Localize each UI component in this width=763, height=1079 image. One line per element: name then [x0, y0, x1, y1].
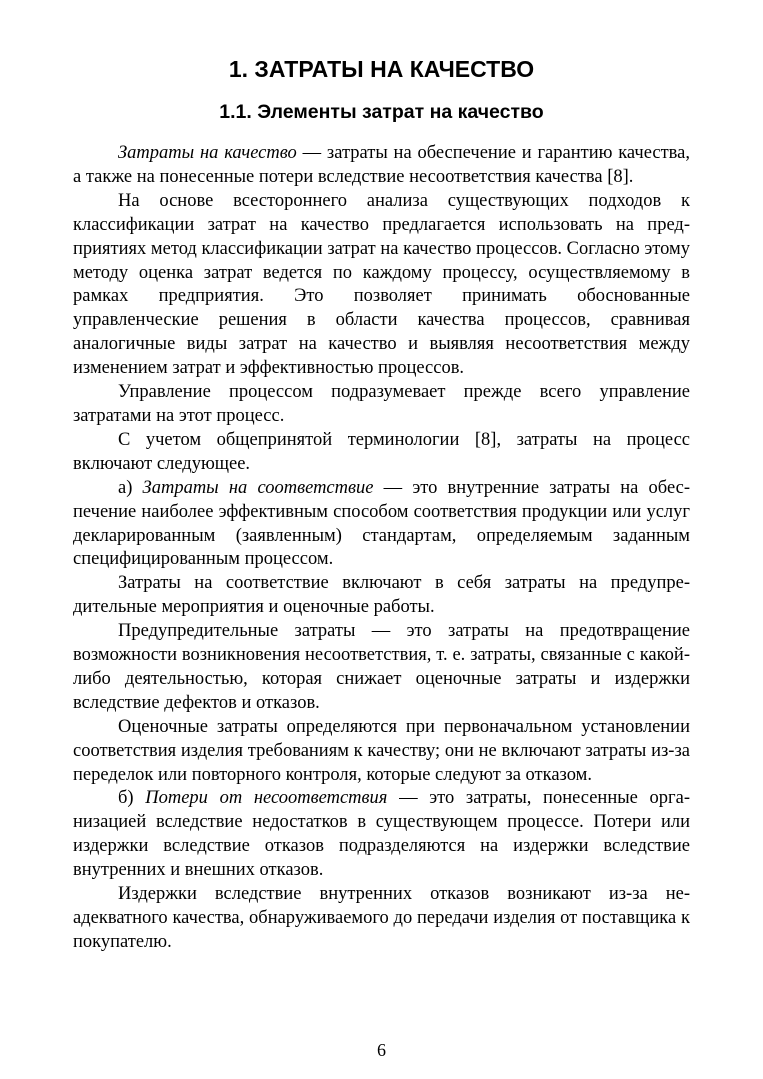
paragraph	[73, 572, 690, 620]
body-text	[73, 142, 690, 955]
paragraph-text: Предупредительные затраты — это затраты на предотвращение возможности возникновения несоответствия, т. е. затраты, связанные с какой-либо деятельностью, которая снижает оценочные затраты и издержки вследствие дефектов и отказов.	[73, 621, 690, 713]
paragraph	[73, 477, 690, 573]
page-number: 6	[377, 1040, 386, 1060]
paragraph-text: Оценочные затраты определяются при первоначальном установлении соответствия изделия требованиям к качеству; они не включают затраты из-за переделок или повторного контроля, которые следуют за отказом.	[73, 716, 690, 785]
paragraph-text: — это внутренние затраты на обеспечение наиболее эффективным способом соответствия продукции или услуг декларированным (заявленным) стандартам, определяемым заданным специфицированным процессом.	[73, 477, 691, 570]
term: Затраты на соответствие	[142, 477, 374, 498]
paragraph	[73, 142, 690, 190]
paragraph-text: На основе всестороннего анализа существующих подходов к классификации затрат на качество предлагается использовать на предприятиях метод классификации затрат на качество процессов. Согласно этому методу оценка затрат ведется по каждому процессу, осуществляемому в рамках предприятия. Это позволяет принимать обоснованные управленческие решения в области качества процессов, сравнивая аналогичные виды затрат на качество и выявляя несоответствия между изменением затрат и эффективностью процессов.	[73, 190, 690, 379]
paragraph	[73, 883, 690, 955]
paragraph-text: С учетом общепринятой терминологии [8], затраты на процесс включают следующее.	[73, 429, 690, 474]
term: Потери от несоответствия	[145, 788, 388, 809]
paragraph	[73, 716, 690, 788]
paragraph	[73, 620, 690, 716]
paragraph	[73, 787, 690, 883]
paragraph	[73, 190, 690, 381]
paragraph-text: Затраты на соответствие включают в себя затраты на предупредительные мероприятия и оценочные работы.	[73, 573, 690, 618]
term: Затраты на качество	[118, 143, 297, 163]
paragraph-text: — затраты на обеспечение и гарантию качества, а также на понесенные потери вследствие несоответствия качества [8].	[73, 143, 690, 187]
section-title: 1.1. Элементы затрат на качество	[219, 101, 544, 123]
paragraph-text: — это затраты, понесенные организацией вследствие недостатков в существующем процессе. Потери или издержки вследствие отказов подразделяются на издержки вследствие внутренних и внешних отказов.	[73, 788, 690, 881]
paragraph	[73, 429, 690, 477]
chapter-title: 1. ЗАТРАТЫ НА КАЧЕСТВО	[228, 56, 535, 82]
list-marker: а)	[118, 477, 143, 498]
paragraph-text: Издержки вследствие внутренних отказов возникают из-за неадекватного качества, обнаруживаемого до передачи изделия от поставщика к покупателю.	[73, 884, 690, 952]
list-marker: б)	[118, 788, 146, 809]
paragraph	[73, 381, 690, 429]
paragraph-text: Управление процессом подразумевает прежде всего управление затратами на этот процесс.	[73, 382, 690, 426]
